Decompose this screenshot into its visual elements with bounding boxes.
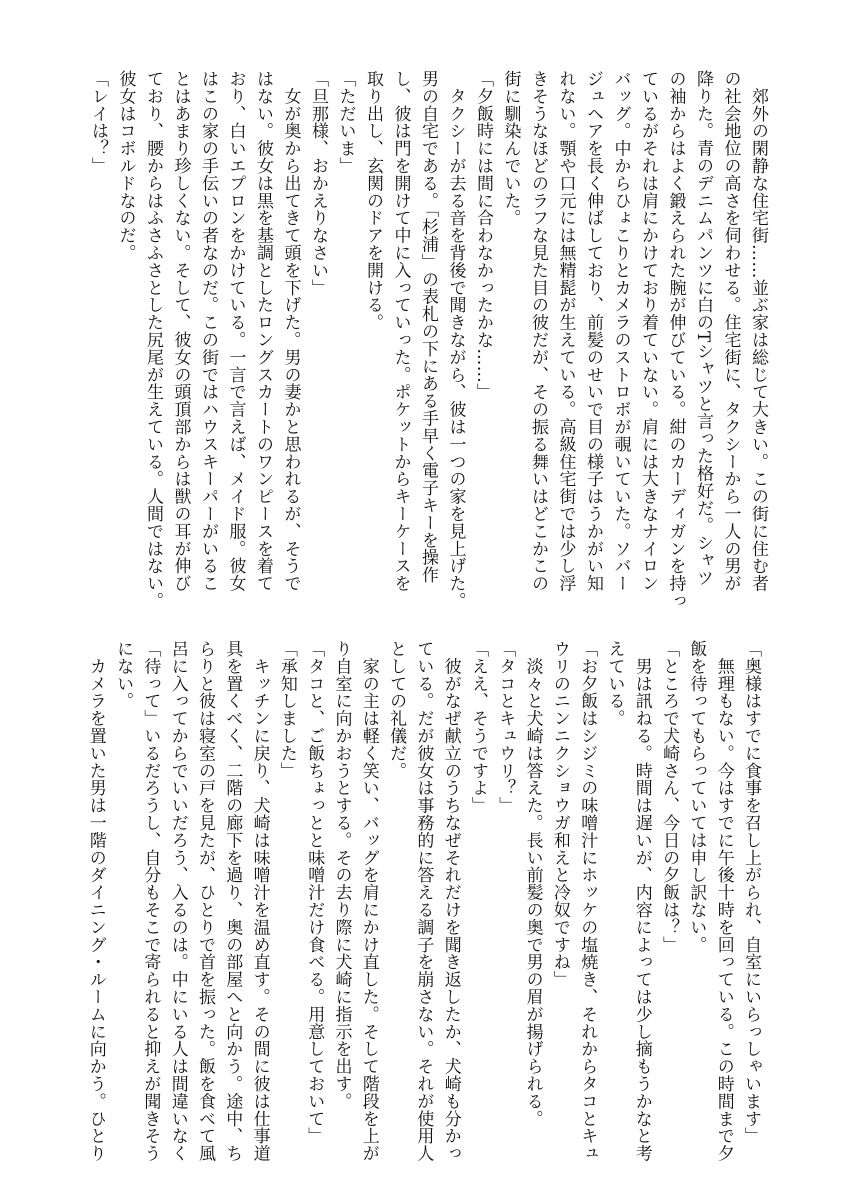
text-column: タクシーが去る音を背後で聞きながら、彼は一つの家を見上げた。: [445, 70, 466, 610]
text-column: らりと彼は寝室の戸を見たが、ひとりで首を振った。飯を食べて風: [195, 640, 215, 1162]
text-column: 彼女はコボルドなのだ。: [115, 70, 136, 262]
text-column: 淡々と犬崎は答えた。長い前髪の奥で男の眉が揚げられる。: [522, 640, 543, 1128]
text-column: ジュヘアを長く伸ばしており、前髪のせいで目の様子はうかがい知: [583, 70, 603, 592]
text-column: 「旦那様、おかえりなさい」: [308, 70, 328, 297]
text-column: 街に馴染んでいた。: [500, 70, 521, 227]
text-column: カメラを置いた男は一階のダイニング・ルームに向かう。ひとり: [85, 640, 106, 1162]
text-column: 男は訊ねる。時間は遅いが、内容によっては少し摘もうかなと考: [631, 640, 652, 1162]
text-column: 「奥様はすでに食事を召し上がられ、自室にいらっしゃいます」: [741, 640, 761, 1145]
text-column: 取り出し、玄関のドアを開ける。: [363, 70, 383, 331]
text-column: 無理もない。今はすでに午後十時を回っている。この時間まで夕: [713, 640, 734, 1162]
text-column: おり、白いエプロンをかけている。一言で言えば、メイド服。彼女: [225, 70, 246, 592]
text-column: 「ええ、そうですよ」: [468, 640, 488, 814]
text-column: 「タコとキュウリ？」: [495, 640, 516, 814]
text-column: 呂に入ってからでいいだろう、入るのは。中にいる人は間違いなく: [167, 640, 188, 1162]
text-column: 男の自宅である。「杉浦」の表札の下にある手早く電子キーを操作: [418, 70, 438, 584]
text-column: キッチンに戻り、犬崎は味噌汁を温め直す。その間に彼は仕事道: [249, 640, 270, 1162]
text-column: 彼がなぜ献立のうちなぜそれだけを聞き返したか、犬崎も分かっ: [440, 640, 461, 1162]
text-column: り自室に向かおうとする。その去り際に犬崎に指示を出す。: [331, 640, 352, 1110]
text-column: し、彼は門を開けて中に入っていった。ポケットからキーケースを: [390, 70, 411, 592]
text-column: はない。彼女は黒を基調としたロングスカートのワンピースを着て: [253, 70, 273, 592]
text-column: 「夕飯時には間に合わなかったかな……」: [473, 70, 493, 401]
text-column: 家の主は軽く笑い、バッグを肩にかけ直した。そして階段を上が: [358, 640, 379, 1162]
text-column: 飯を待ってもらっていては申し訳ない。: [686, 640, 707, 954]
text-column: とはあまり珍しくない。そして、彼女の頭頂部からは獣の耳が伸び: [170, 70, 191, 592]
text-column: ており、腰からはふさふさとした尻尾が生えている。人間ではない。: [143, 70, 163, 610]
text-column: きそうなほどのラフな見た目の彼だが、その振る舞いはどこかこの: [528, 70, 548, 592]
text-column: 「タコと、ご飯ちょっとと味噌汁だけ食べる。用意しておいて」: [304, 640, 325, 1145]
text-column: 降りた。青のデニムパンツに白のTシャツと言った格好だ。シャツ: [693, 70, 713, 587]
text-column: 「ところで犬崎さん、今日の夕飯は？」: [659, 640, 680, 954]
text-column: ウリのニンニクショウガ和えと冷奴ですね」: [549, 640, 570, 988]
text-column: 「ただいま」: [335, 70, 356, 175]
text-column: の袖からはよく鍛えられた腕が伸びている。紺のカーディガンを持っ: [665, 70, 686, 610]
text-column: 「レイは？」: [88, 70, 108, 175]
text-column: にない。: [113, 640, 134, 710]
text-column: 「承知しました」: [276, 640, 297, 780]
text-column: れない。顎や口元には無精髭が生えている。高級住宅街では少し浮: [555, 70, 576, 592]
text-column: 女が奥から出てきて頭を下げた。男の妻かと思われるが、そうで: [280, 70, 301, 592]
text-column: ている。だが彼女は事務的に答える調子を崩さない。それが使用人: [413, 640, 434, 1162]
text-column: 郊外の閑静な住宅街……並ぶ家は総じて大きい。この街に住む者: [748, 70, 768, 592]
text-column: はこの家の手伝いの者なのだ。この街ではハウスキーパーがいるこ: [198, 70, 218, 592]
text-column: としての礼儀だ。: [386, 640, 407, 780]
text-column: ているがそれは肩にかけており着ていない。肩には大きなナイロン: [638, 70, 658, 592]
text-column: 具を置くべく、二階の廊下を過り、奥の部屋へと向かう。途中、ち: [222, 640, 243, 1162]
text-column: 「お夕飯はシジミの味噌汁にホッケの塩焼き、それからタコとキュ: [577, 640, 598, 1162]
text-column: えている。: [604, 640, 625, 727]
text-column: 「待って」いるだろうし、自分もそこで寄られると抑えが聞きそう: [140, 640, 161, 1162]
text-column: バッグ。中からひょこりとカメラのストロボが覗いていた。ソバー: [610, 70, 631, 592]
text-column: の社会地位の高さを伺わせる。住宅街に、タクシーから一人の男が: [720, 70, 741, 592]
